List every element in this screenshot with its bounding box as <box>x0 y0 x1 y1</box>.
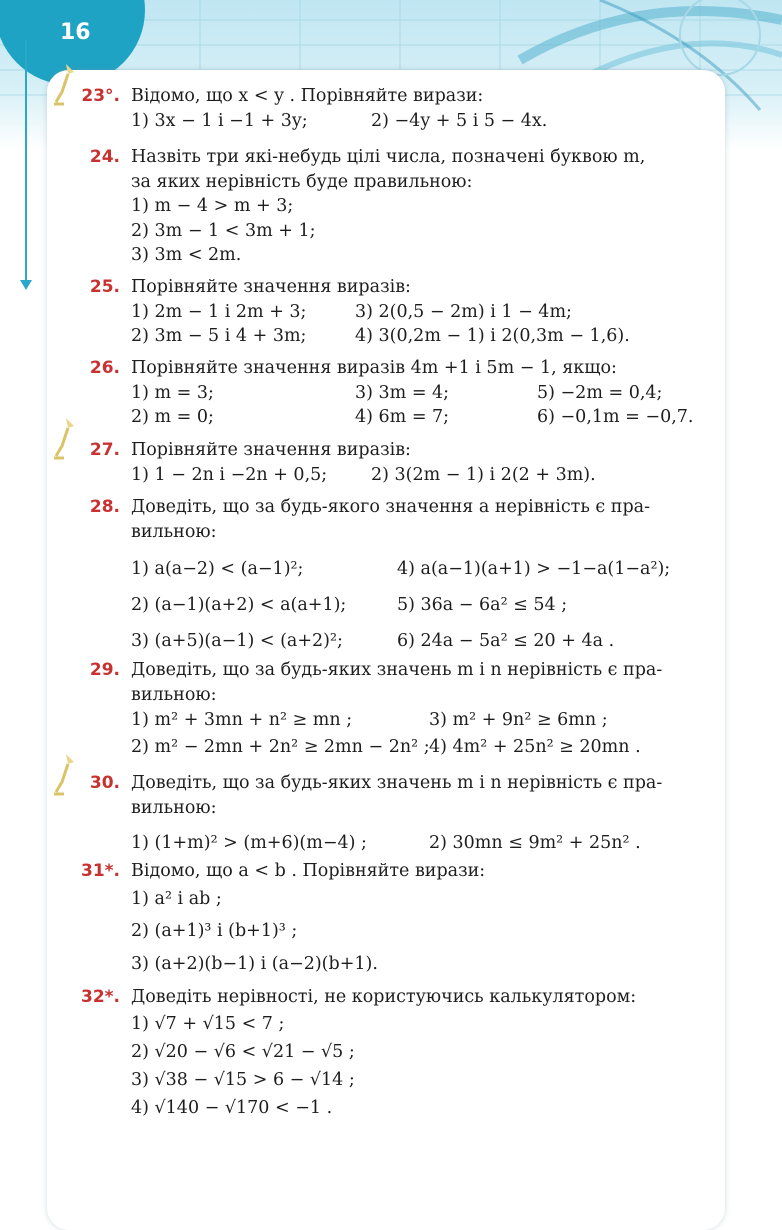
exercise-23 <box>78 84 718 133</box>
lamp-icon <box>52 752 78 796</box>
margin-arrow-icon <box>20 280 32 290</box>
exercise-text: за яких нерівність буде правильною: <box>131 171 473 192</box>
exercise-number: 28. <box>89 497 120 517</box>
exercise-number: 31*. <box>80 861 120 881</box>
exercise-text: Доведіть, що за будь-яких значень m і n нерівність є пра- <box>131 773 663 793</box>
exercise-number: 24. <box>89 147 120 167</box>
item: 3) m² + 9n² ≥ 6mn ; <box>429 710 608 730</box>
exercise-text: Порівняйте значення виразів: <box>131 277 411 297</box>
margin-rule <box>25 40 27 285</box>
exercise-number: 30. <box>89 773 120 793</box>
item: 1) m² + 3mn + n² ≥ mn ; <box>131 710 353 730</box>
item: 2) √20 − √6 < √21 − √5 ; <box>131 1041 355 1062</box>
exercise-text: Назвіть три які-небудь цілі числа, позначені буквою m, <box>131 147 646 167</box>
exercise-27 <box>78 438 718 487</box>
item: 1) a(a−2) < (a−1)²; <box>131 559 304 579</box>
item: 2) (a+1)³ і (b+1)³ ; <box>131 920 298 941</box>
item: 1) m − 4 > m + 3; <box>131 196 294 216</box>
exercise-number: 29. <box>89 660 120 680</box>
page-number-badge <box>0 0 140 70</box>
item: 1) √7 + √15 < 7 ; <box>131 1013 285 1034</box>
item: 3) (a+2)(b−1) і (a−2)(b+1). <box>131 953 378 974</box>
exercise-30 <box>78 771 718 858</box>
item: 4) a(a−1)(a+1) > −1−a(1−a²); <box>397 559 671 579</box>
exercise-26 <box>78 356 718 430</box>
exercise-text: Відомо, що x < y . Порівняйте вирази: <box>131 86 484 106</box>
item: 3) 3m < 2m. <box>131 245 242 265</box>
item: 1) a² і ab ; <box>131 888 222 909</box>
exercise-text: Порівняйте значення виразів: <box>131 440 411 460</box>
exercise-25 <box>78 275 718 349</box>
exercise-31 <box>78 859 718 980</box>
item: 2) 3(2m − 1) і 2(2 + 3m). <box>371 464 596 485</box>
item: 1) 1 − 2n і −2n + 0,5; <box>131 464 328 485</box>
item: 2) −4y + 5 і 5 − 4x. <box>371 110 548 131</box>
item: 1) 3x − 1 і −1 + 3y; <box>131 110 308 131</box>
item: 2) (a−1)(a+2) < a(a+1); <box>131 595 347 615</box>
item: 2) 3m − 5 і 4 + 3m; <box>131 326 307 346</box>
exercise-32 <box>78 985 718 1122</box>
item: 3) √38 − √15 > 6 − √14 ; <box>131 1069 355 1090</box>
exercise-text: Відомо, що a < b . Порівняйте вирази: <box>131 861 486 881</box>
exercise-number: 27. <box>89 440 120 460</box>
exercise-text: вильною: <box>131 521 217 542</box>
item: 1) m = 3; <box>131 382 214 403</box>
item: 4) √140 − √170 < −1 . <box>131 1097 333 1118</box>
item: 2) m = 0; <box>131 407 214 427</box>
item: 5) −2m = 0,4; <box>537 382 663 403</box>
exercise-text: вильною: <box>131 684 217 705</box>
exercise-text: вильною: <box>131 797 217 818</box>
item: 2) 3m − 1 < 3m + 1; <box>131 220 316 241</box>
item: 6) −0,1m = −0,7. <box>537 407 694 427</box>
item: 5) 36a − 6a² ≤ 54 ; <box>397 595 568 615</box>
page-number: 16 <box>60 20 91 45</box>
exercise-text: Доведіть нерівності, не користуючись калькулятором: <box>131 987 637 1007</box>
lamp-icon <box>52 416 78 460</box>
item: 2) m² − 2mn + 2n² ≥ 2mn − 2n² ; <box>131 737 430 757</box>
exercise-24 <box>78 145 718 268</box>
item: 3) (a+5)(a−1) < (a+2)²; <box>131 631 343 651</box>
exercise-29 <box>78 658 718 761</box>
item: 4) 4m² + 25n² ≥ 20mn . <box>429 737 641 757</box>
item: 2) 30mn ≤ 9m² + 25n² . <box>429 833 641 853</box>
exercise-text: Доведіть, що за будь-яких значень m і n нерівність є пра- <box>131 660 663 680</box>
exercise-number: 32*. <box>80 987 120 1007</box>
lamp-icon <box>52 62 78 106</box>
item: 4) 6m = 7; <box>355 407 450 427</box>
exercise-text: Доведіть, що за будь-якого значення a нерівність є пра- <box>131 497 650 517</box>
item: 1) (1+m)² > (m+6)(m−4) ; <box>131 833 367 853</box>
item: 4) 3(0,2m − 1) і 2(0,3m − 1,6). <box>355 326 630 346</box>
item: 6) 24a − 5a² ≤ 20 + 4a . <box>397 631 615 651</box>
exercise-number: 26. <box>89 358 120 378</box>
item: 3) 2(0,5 − 2m) і 1 − 4m; <box>355 301 572 322</box>
exercise-number: 23°. <box>81 86 120 106</box>
exercise-text: Порівняйте значення виразів 4m +1 і 5m − 1, якщо: <box>131 358 617 378</box>
exercise-28 <box>78 495 718 656</box>
exercise-number: 25. <box>89 277 120 297</box>
item: 3) 3m = 4; <box>355 382 450 403</box>
item: 1) 2m − 1 і 2m + 3; <box>131 301 307 322</box>
